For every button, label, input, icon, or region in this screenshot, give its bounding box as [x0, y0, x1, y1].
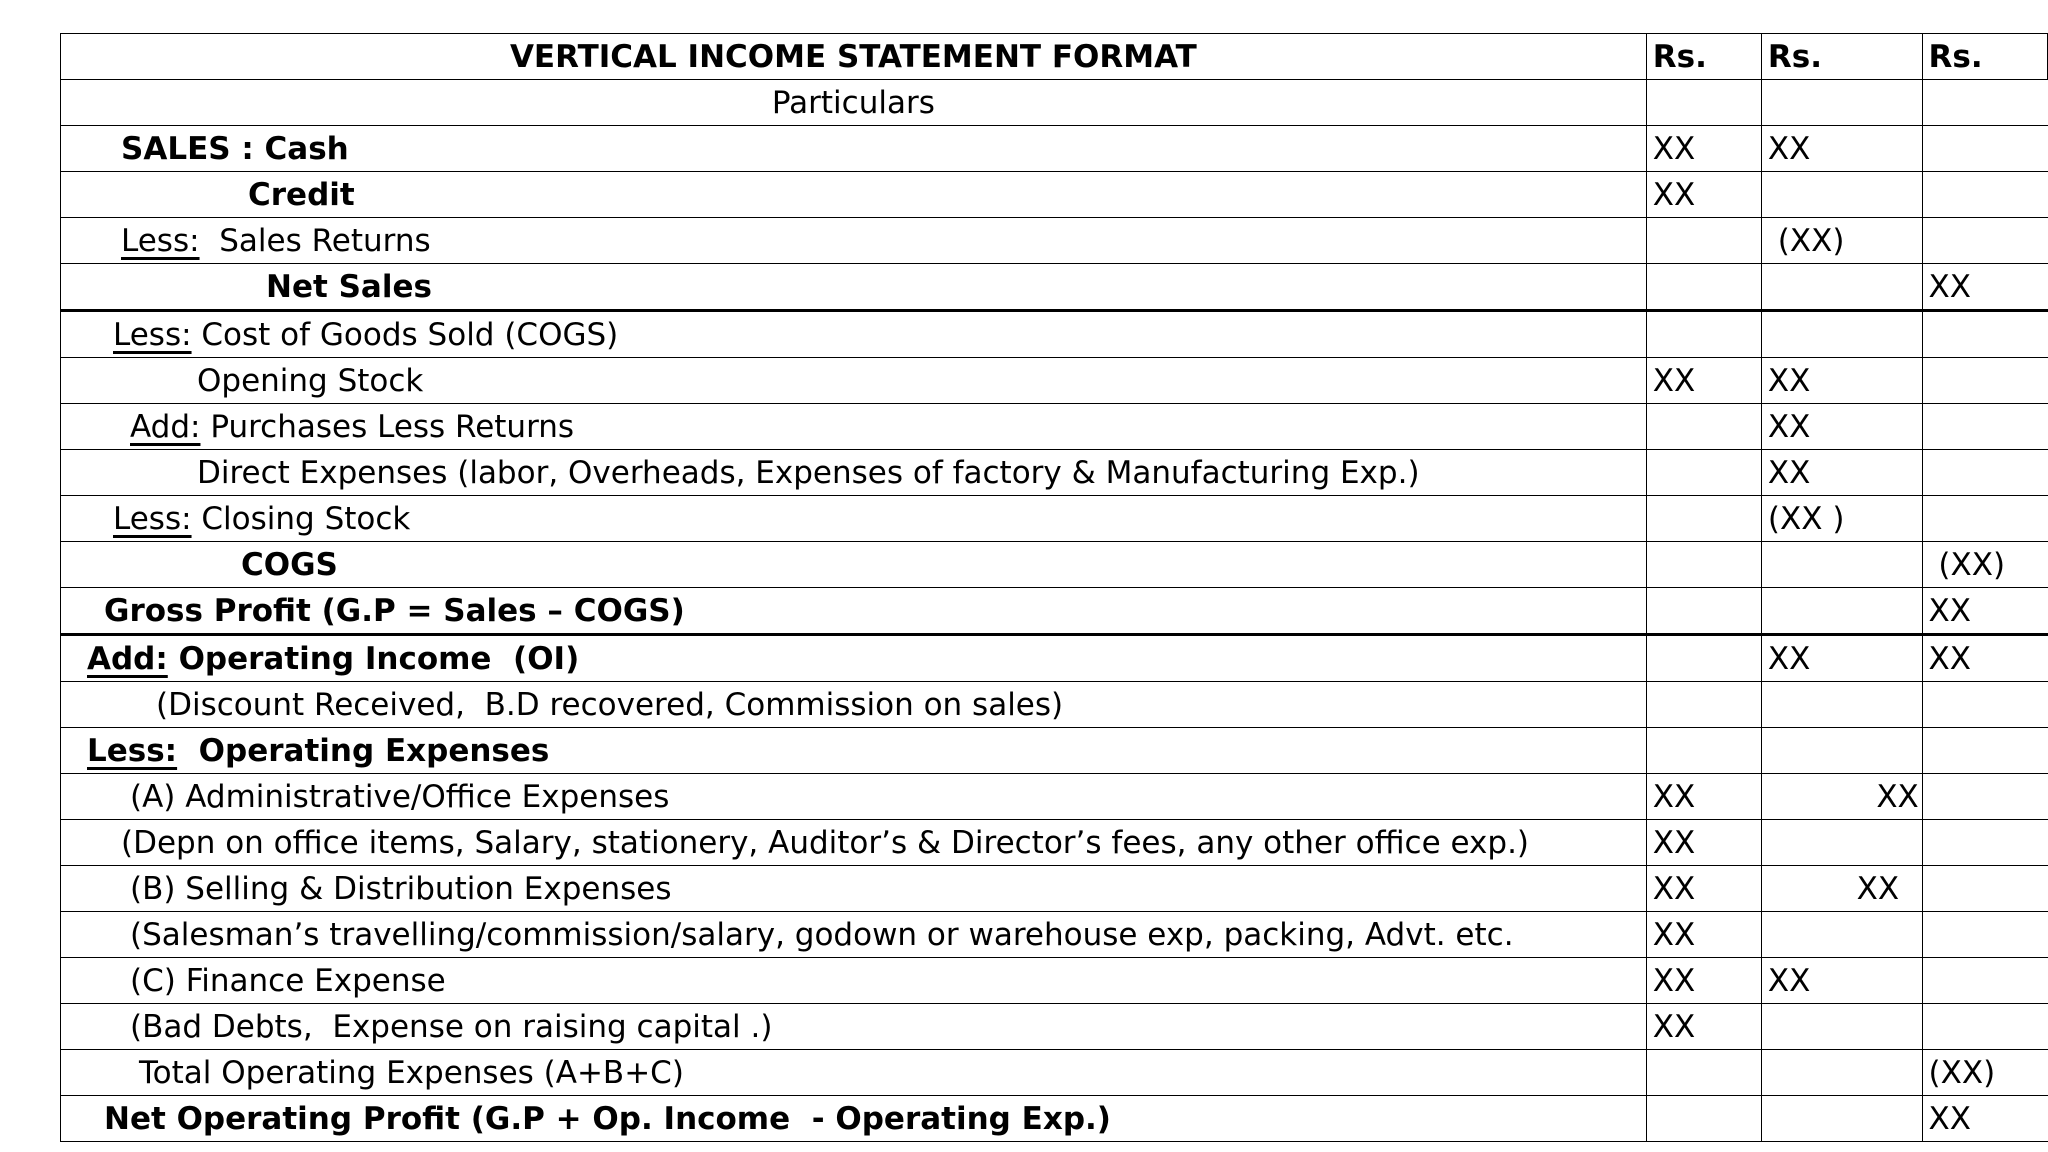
line-prefix: Less:: [87, 732, 178, 769]
title-row: [61, 34, 2048, 80]
amount-cell-c1: XX: [1646, 820, 1761, 866]
particulars-cell: [61, 218, 1647, 264]
amount-cell-c1: XX: [1646, 358, 1761, 404]
amount-cell-c3: XX: [1922, 588, 2047, 635]
amount-cell-c3: (XX): [1922, 1050, 2047, 1096]
line-label: Operating Income (OI): [167, 640, 580, 677]
table-row: [61, 774, 2048, 820]
amount-cell-c3: [1922, 311, 2047, 358]
particulars-cell: [61, 126, 1647, 172]
line-label: Net Operating Profit (G.P + Op. Income - Operating Exp.): [104, 1100, 1111, 1137]
particulars-cell: [61, 682, 1647, 728]
table-row: [61, 820, 2048, 866]
amount-cell-c2: [1761, 311, 1922, 358]
amount-cell-c2: [1761, 264, 1922, 311]
particulars-cell: [61, 728, 1647, 774]
amount-cell-c3: [1922, 820, 2047, 866]
amount-cell-c2: [1761, 820, 1922, 866]
particulars-cell: [61, 588, 1647, 635]
empty-cell: [1646, 80, 1761, 126]
table-row: [61, 496, 2048, 542]
amount-cell-c2: [1761, 912, 1922, 958]
line-label: Opening Stock: [197, 362, 424, 399]
particulars-cell: [61, 1004, 1647, 1050]
amount-cell-c3: [1922, 358, 2047, 404]
amount-cell-c2: (XX): [1761, 218, 1922, 264]
particulars-cell: [61, 358, 1647, 404]
table-row: [61, 404, 2048, 450]
amount-cell-c2: [1761, 1050, 1922, 1096]
amount-cell-c2: (XX ): [1761, 496, 1922, 542]
amount-cell-c2: [1761, 728, 1922, 774]
particulars-cell: [61, 1096, 1647, 1142]
amount-cell-c2: [1761, 682, 1922, 728]
column-header-1: Rs.: [1646, 34, 1761, 80]
amount-cell-c3: [1922, 912, 2047, 958]
line-label: (A) Administrative/Office Expenses: [130, 778, 670, 815]
amount-cell-c2: XX: [1761, 958, 1922, 1004]
amount-cell-c3: [1922, 958, 2047, 1004]
empty-cell: [1922, 80, 2047, 126]
table-row: [61, 588, 2048, 635]
particulars-cell: [61, 866, 1647, 912]
amount-cell-c1: [1646, 264, 1761, 311]
subheader-row: [61, 80, 2048, 126]
table-row: [61, 912, 2048, 958]
particulars-cell: [61, 958, 1647, 1004]
amount-cell-c1: XX: [1646, 958, 1761, 1004]
amount-cell-c1: [1646, 311, 1761, 358]
particulars-cell: [61, 635, 1647, 682]
particulars-cell: [61, 820, 1647, 866]
particulars-header: Particulars: [61, 80, 1647, 126]
line-label: (Salesman’s travelling/commission/salary, godown or warehouse exp, packing, Advt. etc.: [130, 916, 1514, 953]
amount-cell-c3: [1922, 774, 2047, 820]
amount-cell-c2: [1761, 172, 1922, 218]
table-row: [61, 958, 2048, 1004]
amount-cell-c1: XX: [1646, 126, 1761, 172]
line-prefix: Less:: [121, 222, 200, 259]
amount-cell-c3: [1922, 450, 2047, 496]
amount-cell-c1: [1646, 728, 1761, 774]
table-row: [61, 450, 2048, 496]
particulars-cell: [61, 264, 1647, 311]
amount-cell-c2: XX: [1761, 126, 1922, 172]
line-label: (Discount Received, B.D recovered, Commission on sales): [156, 686, 1064, 723]
amount-cell-c3: [1922, 1004, 2047, 1050]
line-label: COGS: [241, 546, 338, 583]
amount-cell-c2: [1761, 1096, 1922, 1142]
table-row: [61, 218, 2048, 264]
amount-cell-c1: XX: [1646, 1004, 1761, 1050]
table-body: [61, 34, 2048, 1142]
line-label: Cost of Goods Sold (COGS): [191, 316, 619, 353]
amount-cell-c1: XX: [1646, 774, 1761, 820]
line-prefix: Less:: [113, 316, 192, 353]
line-label: Closing Stock: [191, 500, 411, 537]
amount-cell-c2: XX: [1761, 866, 1922, 912]
particulars-cell: [61, 1050, 1647, 1096]
line-label: Total Operating Expenses (A+B+C): [139, 1054, 684, 1091]
line-label: (Depn on office items, Salary, stationery, Auditor’s & Director’s fees, any other office exp.): [121, 824, 1530, 861]
amount-cell-c1: [1646, 635, 1761, 682]
particulars-cell: [61, 542, 1647, 588]
particulars-cell: [61, 172, 1647, 218]
table-row: [61, 311, 2048, 358]
table-row: [61, 358, 2048, 404]
particulars-cell: [61, 774, 1647, 820]
column-header-2: Rs.: [1761, 34, 1922, 80]
table-row: [61, 172, 2048, 218]
line-label: Net Sales: [266, 268, 432, 305]
amount-cell-c3: [1922, 866, 2047, 912]
amount-cell-c1: XX: [1646, 866, 1761, 912]
amount-cell-c1: [1646, 682, 1761, 728]
amount-cell-c3: [1922, 682, 2047, 728]
amount-cell-c1: [1646, 1096, 1761, 1142]
amount-cell-c3: [1922, 172, 2047, 218]
amount-cell-c2: [1761, 542, 1922, 588]
amount-cell-c3: XX: [1922, 635, 2047, 682]
particulars-cell: [61, 912, 1647, 958]
line-label: Operating Expenses: [177, 732, 550, 769]
line-label: SALES : Cash: [121, 130, 349, 167]
amount-cell-c1: [1646, 218, 1761, 264]
line-label: Direct Expenses (labor, Overheads, Expenses of factory & Manufacturing Exp.): [197, 454, 1420, 491]
statement-title: VERTICAL INCOME STATEMENT FORMAT: [61, 34, 1647, 80]
line-label: Gross Profit (G.P = Sales – COGS): [104, 592, 685, 629]
amount-cell-c1: [1646, 1050, 1761, 1096]
amount-cell-c2: XX: [1761, 774, 1922, 820]
amount-cell-c2: XX: [1761, 635, 1922, 682]
particulars-cell: [61, 404, 1647, 450]
particulars-cell: [61, 311, 1647, 358]
table-row: [61, 1050, 2048, 1096]
table-row: [61, 635, 2048, 682]
amount-cell-c2: [1761, 588, 1922, 635]
amount-cell-c3: [1922, 728, 2047, 774]
amount-cell-c2: [1761, 1004, 1922, 1050]
amount-cell-c3: [1922, 218, 2047, 264]
amount-cell-c2: XX: [1761, 450, 1922, 496]
table-row: [61, 682, 2048, 728]
amount-cell-c2: XX: [1761, 358, 1922, 404]
amount-cell-c3: XX: [1922, 1096, 2047, 1142]
line-label: (Bad Debts, Expense on raising capital .): [130, 1008, 773, 1045]
table-row: [61, 126, 2048, 172]
amount-cell-c1: XX: [1646, 172, 1761, 218]
amount-cell-c3: [1922, 404, 2047, 450]
line-label: Credit: [248, 176, 355, 213]
empty-cell: [1761, 80, 1922, 126]
amount-cell-c3: XX: [1922, 264, 2047, 311]
amount-cell-c1: [1646, 588, 1761, 635]
column-header-3: Rs.: [1922, 34, 2047, 80]
line-prefix: Add:: [87, 640, 168, 677]
income-statement-table: [60, 33, 2048, 1142]
line-prefix: Add:: [130, 408, 201, 445]
amount-cell-c3: [1922, 126, 2047, 172]
table-row: [61, 1004, 2048, 1050]
particulars-cell: [61, 450, 1647, 496]
table-row: [61, 264, 2048, 311]
amount-cell-c1: [1646, 404, 1761, 450]
amount-cell-c1: [1646, 450, 1761, 496]
line-prefix: Less:: [113, 500, 192, 537]
amount-cell-c3: (XX): [1922, 542, 2047, 588]
particulars-cell: [61, 496, 1647, 542]
amount-cell-c1: [1646, 496, 1761, 542]
table-row: [61, 542, 2048, 588]
table-row: [61, 1096, 2048, 1142]
line-label: Purchases Less Returns: [200, 408, 575, 445]
amount-cell-c2: XX: [1761, 404, 1922, 450]
line-label: (C) Finance Expense: [130, 962, 446, 999]
line-label: (B) Selling & Distribution Expenses: [130, 870, 672, 907]
table-row: [61, 866, 2048, 912]
amount-cell-c1: XX: [1646, 912, 1761, 958]
table-row: [61, 728, 2048, 774]
amount-cell-c1: [1646, 542, 1761, 588]
line-label: Sales Returns: [199, 222, 431, 259]
amount-cell-c3: [1922, 496, 2047, 542]
